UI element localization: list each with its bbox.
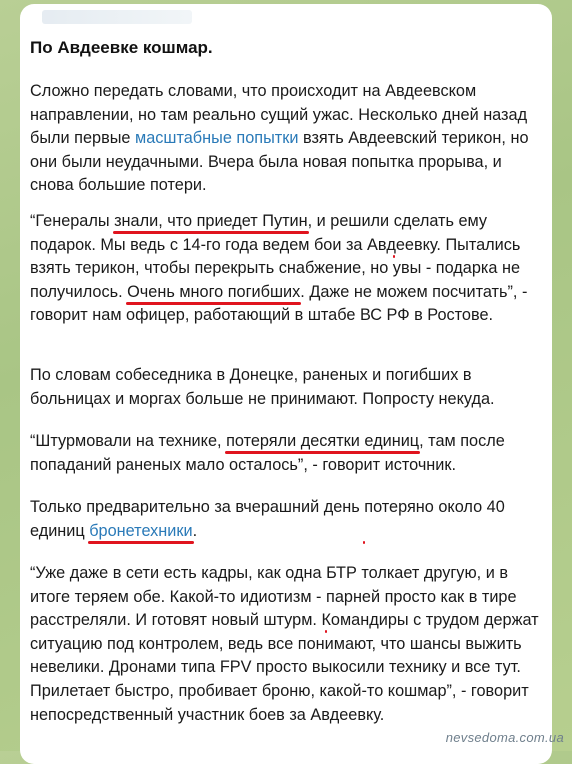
paragraph-3: По словам собеседника в Донецке, раненых и погибших в больницах и моргах больше не принимают. Попросту некуда. (30, 366, 495, 408)
watermark: nevsedoma.com.ua (445, 730, 564, 745)
paragraph-2 (30, 210, 540, 328)
text: , там после попаданий раненых мало осталось”, - говорит источник. (30, 432, 505, 474)
text: . Мы ведь с 14-го года ведем бои за Авдеевку. Пытались взять терикон, чтобы перекрыть снабжение, но увы - подарка не получилось. (30, 235, 521, 301)
text: Сложно передать словами, что происходит на Авдеевском направлении, но там реально сущий ужас. Несколько дней назад были первые (30, 82, 528, 148)
link-armored-vehicles[interactable]: бронетехники (89, 521, 193, 540)
text: Только предварительно за вчерашний день (30, 498, 365, 516)
post-title: По Авдеевке кошмар. (30, 38, 213, 57)
text: “Штурмовали на технике, (30, 432, 227, 450)
underlined-text: потеряли десятки единиц (226, 432, 420, 450)
underlined-text: знали, что приедет Путин (114, 212, 308, 230)
underlined-text: сделать ему подарок (30, 212, 488, 254)
link-large-scale-attempts[interactable]: масштабные попытки (135, 129, 299, 148)
text: , и решили (307, 212, 394, 230)
paragraph-6 (30, 562, 540, 727)
channel-header-blurred (42, 10, 192, 24)
text: . (192, 521, 198, 540)
text: . Даже не можем посчитать”, - говорит нам офицер, работающий в штабе ВС РФ в Ростове. (30, 282, 528, 325)
underlined-text: потеряно около 40 единиц (30, 498, 505, 540)
text: взять Авдеевский терикон, но они были неудачными. Вчера была новая попытка прорыва, и снова большие потери. (30, 129, 529, 195)
paragraph-4 (30, 430, 540, 477)
paragraph-1 (30, 80, 540, 198)
text: . И готовят новый штурм. Командиры с трудом держат ситуацию под контролем, ведь все понимают, что шансы выжить невелики. Дронами типа FPV просто выкосили технику и все тут. Прилетает быстро, пробивает броню, какой-то кошмар”, - говорит непосредственный участник боев за Авдеевку. (30, 611, 539, 724)
underlined-text: Очень много погибших (127, 282, 301, 301)
text: “Уже даже в сети есть кадры, как одна БТР толкает другую, и в итоге теряем обе. Какой-то идиотизм - (30, 564, 508, 606)
underlined-text: парней просто как в тире расстреляли (30, 587, 517, 630)
text: “Генералы (30, 212, 115, 230)
paragraph-5 (30, 496, 540, 543)
